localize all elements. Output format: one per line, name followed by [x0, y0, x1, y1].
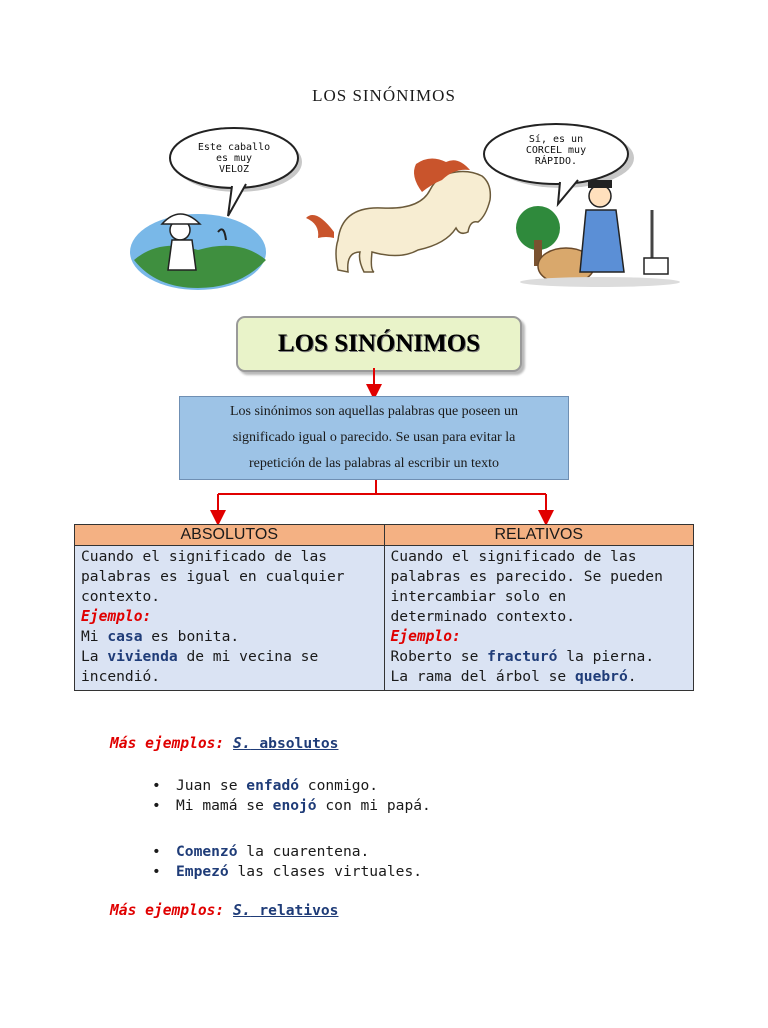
relativos-link: [233, 902, 338, 919]
example-keyword: quebró: [575, 668, 628, 685]
cell-line: palabras es igual en cualquier: [81, 568, 345, 585]
left-bubble-text: [176, 142, 292, 175]
comparison-table: [74, 524, 694, 691]
definition-line: Los sinónimos son aquellas palabras que poseen un: [229, 404, 519, 419]
item-text: la cuarentena.: [237, 843, 370, 860]
s-abbrev: S.: [233, 902, 251, 919]
horse-tail: [306, 215, 334, 238]
list-item: [150, 862, 422, 882]
cell-line: intercambiar solo en: [390, 588, 567, 605]
absolutos-examples-list-1: [150, 776, 431, 816]
mas-ejemplos-label: Más ejemplos:: [110, 902, 225, 919]
item-keyword: enojó: [272, 797, 317, 814]
farmer-bucket: [644, 258, 668, 274]
item-keyword: Comenzó: [176, 843, 238, 860]
s-abbrev: S.: [233, 735, 251, 752]
item-keyword: Empezó: [176, 863, 229, 880]
item-text: Juan se: [176, 777, 247, 794]
ejemplo-label: Ejemplo:: [81, 608, 152, 625]
cell-absolutos: [75, 546, 385, 691]
header-absolutos: ABSOLUTOS: [75, 525, 385, 546]
example-text: de mi vecina se: [177, 648, 319, 665]
left-bubble-tail: [228, 184, 246, 216]
example-text: La rama del árbol se: [390, 668, 576, 685]
list-item: [150, 842, 422, 862]
mas-ejemplos-label: Más ejemplos:: [110, 735, 225, 752]
page-title: LOS SINÓNIMOS: [312, 86, 456, 105]
left-bubble-line: es muy: [215, 153, 253, 164]
cell-line: contexto.: [81, 588, 161, 605]
item-keyword: enfadó: [246, 777, 300, 794]
example-line: [391, 647, 688, 667]
mas-ejemplos-absolutos: [110, 735, 338, 752]
farmer-hat: [588, 180, 612, 188]
cell-relativos: [384, 546, 694, 691]
right-bubble-line: CORCEL muy: [525, 145, 587, 156]
example-line: [391, 667, 688, 687]
example-text: La: [81, 648, 108, 665]
example-text: Mi: [81, 628, 108, 645]
type-label: relativos: [250, 902, 339, 919]
example-keyword: casa: [107, 628, 143, 645]
left-grass: [134, 246, 266, 288]
right-bubble-line: RÁPIDO.: [534, 156, 578, 167]
left-bubble-line: VELOZ: [218, 164, 250, 175]
left-bubble-line: Este caballo: [197, 142, 271, 153]
cell-line: Cuando el significado de las: [81, 548, 328, 565]
definition-line: significado igual o parecido. Se usan para evitar la: [232, 430, 516, 445]
cell-line: determinado contexto.: [390, 608, 576, 625]
example-text: Roberto se: [390, 648, 488, 665]
example-text: .: [627, 668, 637, 685]
table-header-row: [75, 525, 694, 546]
right-bubble-text: [494, 134, 618, 167]
farmer-overalls: [580, 210, 624, 272]
definition-box: [179, 396, 569, 480]
absolutos-examples-list-2: [150, 842, 422, 882]
type-label: absolutos: [250, 735, 339, 752]
table-row: [75, 546, 694, 691]
example-keyword: fracturó: [487, 648, 558, 665]
definition-line: repetición de las palabras al escribir un texto: [249, 456, 499, 471]
item-text: las clases virtuales.: [228, 863, 423, 880]
item-text: Mi mamá se: [176, 797, 273, 814]
mas-ejemplos-relativos: [110, 902, 338, 919]
header-relativos: RELATIVOS: [384, 525, 694, 546]
example-text: la pierna.: [557, 648, 655, 665]
right-bubble-line: Sí, es un: [528, 134, 584, 145]
absolutos-link: [233, 735, 338, 752]
left-person-body: [168, 240, 196, 270]
ejemplo-label: Ejemplo:: [390, 628, 461, 645]
farmer-head: [589, 185, 611, 207]
example-text: es bonita.: [142, 628, 240, 645]
cell-line: palabras es parecido. Se pueden: [390, 568, 663, 585]
example-keyword: vivienda: [107, 648, 178, 665]
item-text: conmigo.: [299, 777, 379, 794]
cell-line: Cuando el significado de las: [390, 548, 637, 565]
list-item: [150, 796, 431, 816]
right-ground-shadow: [520, 277, 680, 287]
horse-body: [336, 172, 490, 273]
example-line: [81, 647, 378, 667]
right-bubble-tail: [558, 180, 578, 204]
item-text: con mi papá.: [316, 797, 431, 814]
list-item: [150, 776, 431, 796]
title-banner: [236, 316, 522, 372]
banner-title: LOS SINÓNIMOS: [277, 330, 481, 357]
example-line: [81, 627, 378, 647]
example-line: incendió.: [81, 668, 161, 685]
